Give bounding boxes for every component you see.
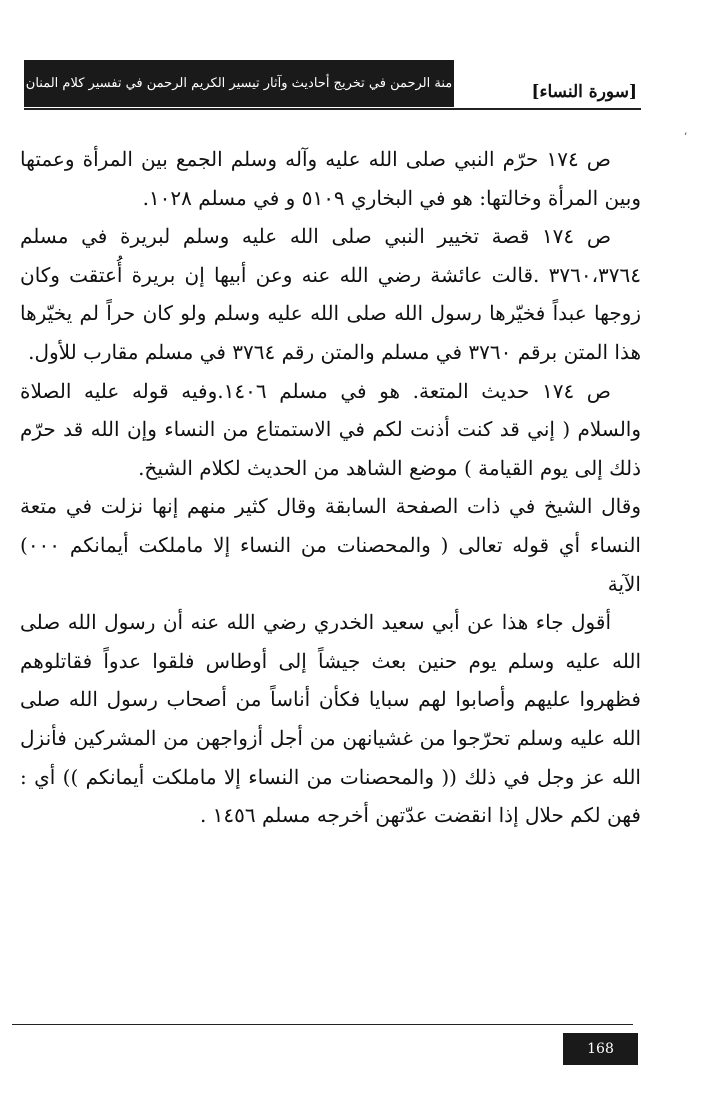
paragraph-5: أقول جاء هذا عن أبي سعيد الخدري رضي الله عنه أن رسول الله صلى الله عليه وسلم يوم حنين بعث جيشاً إلى أوطاس فلقوا عدواً فقاتلوهم فظهروا عليهم وأصابوا لهم سبايا فكأن أناساً من أصحاب رسول الله صلى الله عليه وسلم تحرّجوا من غشيانهن من أجل أزواجهن من المشركين فأنزل الله عز وجل في ذلك (( والمحصنات من النساء إلا ماملكت أيمانكم )) أي : فهن لكم حلال إذا انقضت عدّتهن أخرجه مسلم ١٤٥٦ .: [20, 610, 641, 828]
footer-divider: [12, 1024, 633, 1025]
book-title-banner: [24, 60, 454, 107]
paragraph-1: ص ١٧٤ حرّم النبي صلى الله عليه وآله وسلم الجمع بين المرأة وعمتها وبين المرأة وخالتها: هو في البخاري ٥١٠٩ و في مسلم ١٠٢٨.: [20, 147, 641, 210]
book-title: منة الرحمن في تخريج أحاديث وآثار تيسير الكريم الرحمن في تفسير كلام المنان: [25, 76, 453, 91]
header-divider: [24, 108, 641, 110]
page-body: [20, 140, 641, 835]
margin-mark: ’: [684, 132, 688, 143]
paragraph-2: ص ١٧٤ قصة تخيير النبي صلى الله عليه وسلم لبريرة في مسلم ٣٧٦٠،٣٧٦٤ .قالت عائشة رضي الله عنه وعن أبيها إن بريرة أُعتقت وكان زوجها عبداً فخيّرها رسول الله صلى الله عليه وسلم ولو كان حراً لم يخيّرها هذا المتن برقم ٣٧٦٠ في مسلم والمتن رقم ٣٧٦٤ في مسلم مقارب للأول.: [20, 224, 641, 364]
page-number-box: [563, 1033, 638, 1065]
paragraph-4: وقال الشيخ في ذات الصفحة السابقة وقال كثير منهم إنها نزلت في متعة النساء أي قوله تعالى ( والمحصنات من النساء إلا ماملكت أيمانكم ٠٠٠) الآية: [20, 494, 641, 596]
surah-label: [سورة النساء]: [531, 82, 637, 102]
page-number: 168: [587, 1041, 614, 1057]
paragraph-3: ص ١٧٤ حديث المتعة. هو في مسلم ١٤٠٦.وفيه قوله عليه الصلاة والسلام ( إني قد كنت أذنت لكم في الاستمتاع من النساء وإن الله قد حرّم ذلك إلى يوم القيامة ) موضع الشاهد من الحديث لكلام الشيخ.: [20, 378, 641, 480]
